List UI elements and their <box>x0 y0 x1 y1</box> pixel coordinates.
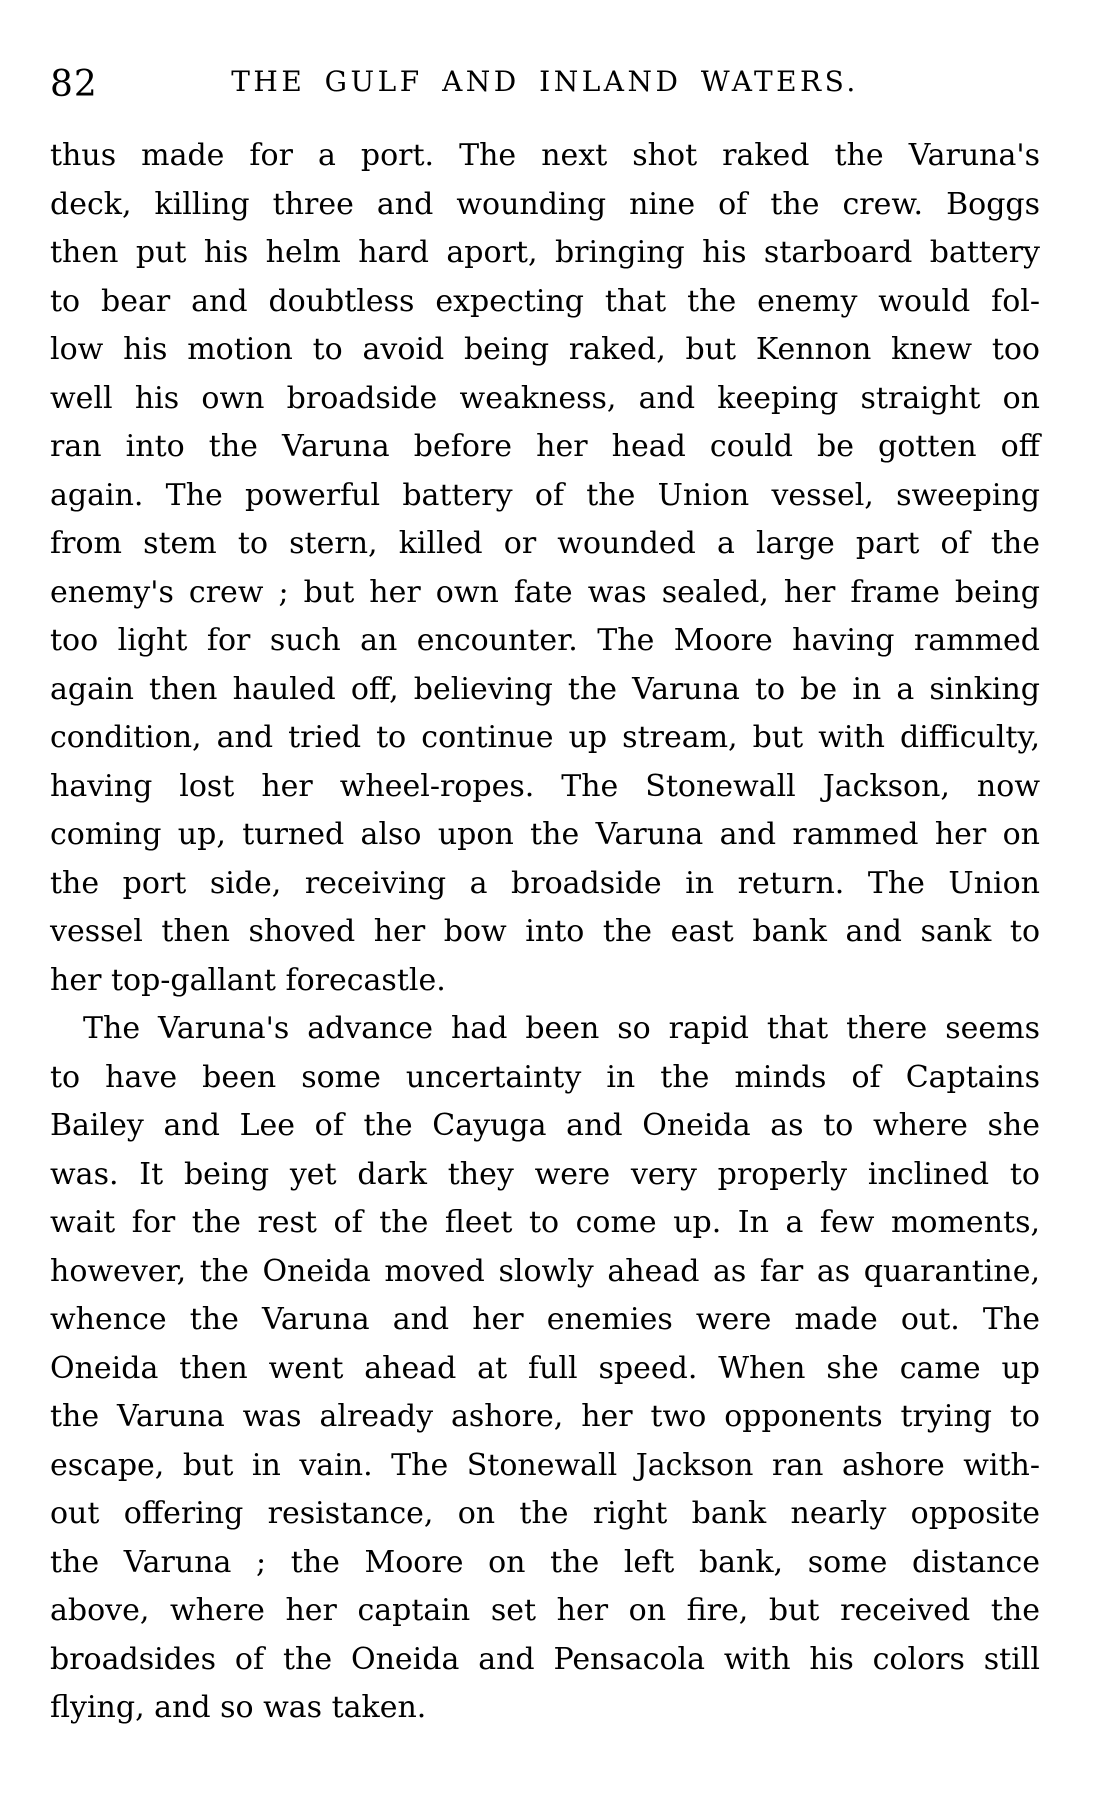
text-line: Oneida then went ahead at full speed. When she came up <box>50 1350 1040 1386</box>
text-line: was. It being yet dark they were very properly inclined to <box>50 1156 1040 1192</box>
text-line: ran into the Varuna before her head could be gotten off <box>50 429 1040 464</box>
text-line: flying, and so was taken. <box>50 1690 427 1725</box>
text-line: low his motion to avoid being raked, but Kennon knew too <box>50 332 1040 367</box>
text-line: escape, but in vain. The Stonewall Jackson ran ashore with- <box>50 1447 1040 1483</box>
running-title: THE GULF AND INLAND WATERS. <box>231 65 859 98</box>
text-line: thus made for a port. The next shot raked the Varuna's <box>50 138 1040 173</box>
text-line: the port side, receiving a broadside in return. The Union <box>50 865 1040 901</box>
text-line: having lost her wheel-ropes. The Stonewall Jackson, now <box>50 768 1040 804</box>
text-line: coming up, turned also upon the Varuna and rammed her on <box>50 817 1040 852</box>
text-line: condition, and tried to continue up stream, but with difficulty, <box>50 720 1040 755</box>
text-line: deck, killing three and wounding nine of the crew. Boggs <box>50 186 1040 222</box>
text-line: the Varuna ; the Moore on the left bank, some distance <box>50 1544 1040 1580</box>
text-line: the Varuna was already ashore, her two opponents trying to <box>50 1399 1040 1434</box>
text-line: to have been some uncertainty in the minds of Captains <box>50 1059 1040 1095</box>
paragraph <box>50 132 1040 1005</box>
text-line: Bailey and Lee of the Cayuga and Oneida as to where she <box>50 1108 1040 1143</box>
text-line: out offering resistance, on the right bank nearly opposite <box>50 1496 1040 1531</box>
text-line: vessel then shoved her bow into the east bank and sank to <box>50 914 1040 949</box>
text-line: wait for the rest of the fleet to come up. In a few moments, <box>50 1205 1040 1240</box>
page-header <box>50 50 1040 105</box>
text-line: well his own broadside weakness, and keeping straight on <box>50 380 1040 416</box>
text-line: then put his helm hard aport, bringing his starboard battery <box>50 235 1040 270</box>
text-line: to bear and doubtless expecting that the enemy would fol- <box>50 283 1040 319</box>
text-line: broadsides of the Oneida and Pensacola with his colors still <box>50 1641 1040 1677</box>
text-line: enemy's crew ; but her own fate was sealed, her frame being <box>50 574 1040 610</box>
page-body <box>50 132 1040 1733</box>
text-line: her top-gallant forecastle. <box>50 962 446 998</box>
text-line: from stem to stern, killed or wounded a large part of the <box>50 526 1040 561</box>
text-line: again then hauled off, believing the Varuna to be in a sinking <box>50 671 1040 707</box>
paragraph <box>50 1005 1040 1733</box>
text-line: however, the Oneida moved slowly ahead as far as quarantine, <box>50 1253 1040 1289</box>
text-line: above, where her captain set her on fire, but received the <box>50 1593 1040 1628</box>
text-line: again. The powerful battery of the Union vessel, sweeping <box>50 477 1040 513</box>
text-line: whence the Varuna and her enemies were made out. The <box>50 1302 1040 1337</box>
text-line: The Varuna's advance had been so rapid that there seems <box>83 1011 1040 1046</box>
page-number: 82 <box>50 64 98 105</box>
text-line: too light for such an encounter. The Moore having rammed <box>50 623 1040 658</box>
